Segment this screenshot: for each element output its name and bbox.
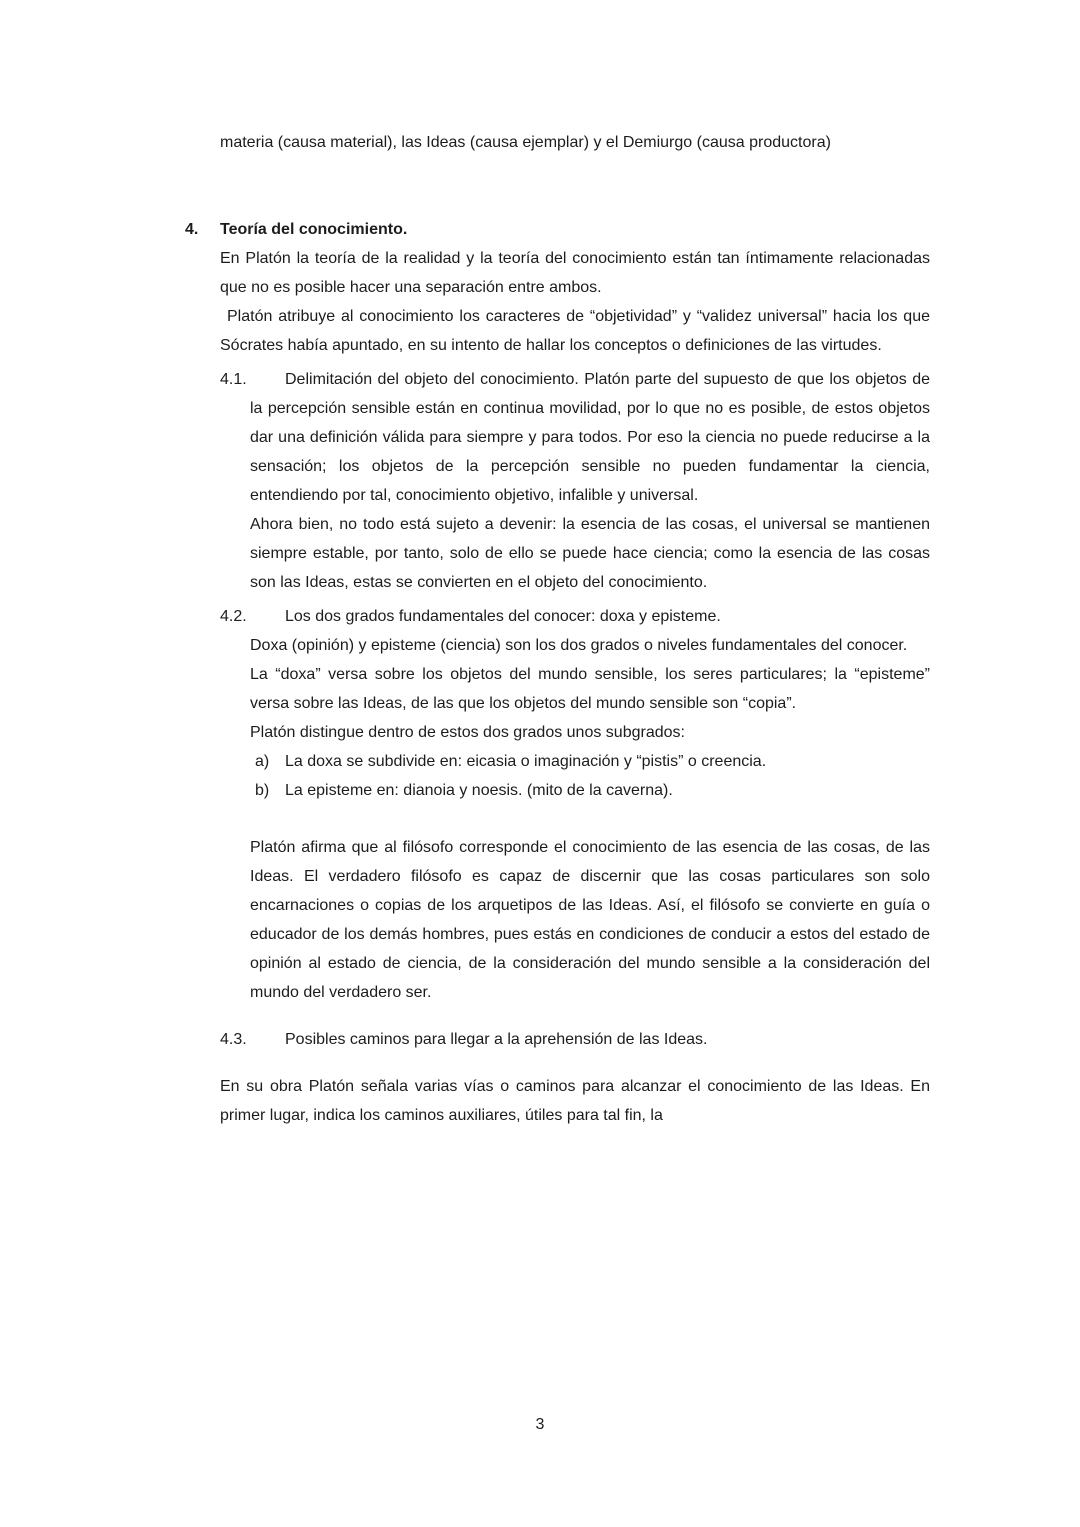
section-title: Teoría del conocimiento. <box>220 221 408 238</box>
subsection-text: Los dos grados fundamentales del conocer: doxa y episteme. <box>285 608 721 625</box>
closing-paragraph: En su obra Platón señala varias vías o caminos para alcanzar el conocimiento de las Ideas. En primer lugar, indica los caminos auxiliares, útiles para tal fin, la <box>220 1078 930 1124</box>
paragraph: En Platón la teoría de la realidad y la teoría del conocimiento están tan íntimamente relacionadas que no es posible hacer una separación entre ambos. <box>220 250 930 296</box>
subsection-number: 4.1. <box>220 371 247 388</box>
paragraph: Platón atribuye al conocimiento los caracteres de “objetividad” y “validez universal” hacia los que Sócrates había apuntado, en su intento de hallar los conceptos o definiciones de las virtudes. <box>220 308 930 354</box>
paragraph: Platón afirma que al filósofo corresponde el conocimiento de las esencia de las cosas, de las Ideas. El verdadero filósofo es capaz de discernir que las cosas particulares son solo encarnaciones o copias de los arquetipos de las Ideas. Así, el filósofo se convierte en guía o educador de los demás hombres, pues estás en condiciones de conducir a estos del estado de opinión al estado de ciencia, de la consideración del mundo sensible a la consideración del mundo del verdadero ser. <box>250 839 930 1001</box>
subsection-4-3 <box>185 1025 930 1054</box>
subsection-text: Posibles caminos para llegar a la aprehensión de las Ideas. <box>285 1031 708 1048</box>
section-heading <box>185 215 930 244</box>
subsection-4-1 <box>185 365 930 597</box>
list-item <box>255 776 930 805</box>
list-item-marker: a) <box>255 753 270 770</box>
subsection-lead <box>220 1025 930 1054</box>
list-item-text: La episteme en: dianoia y noesis. (mito de la caverna). <box>285 782 673 799</box>
paragraph: La “doxa” versa sobre los objetos del mundo sensible, los seres particulares; la “episteme” versa sobre las Ideas, de las que los objetos del mundo sensible son “copia”. <box>250 666 930 712</box>
section-number: 4. <box>185 221 199 238</box>
intro-paragraph: materia (causa material), las Ideas (causa ejemplar) y el Demiurgo (causa productora) <box>220 134 831 151</box>
list-item-text: La doxa se subdivide en: eicasia o imaginación y “pistis” o creencia. <box>285 753 767 770</box>
list-item <box>255 747 930 776</box>
paragraph: Ahora bien, no todo está sujeto a devenir: la esencia de las cosas, el universal se mantienen siempre estable, por tanto, solo de ello se puede hace ciencia; como la esencia de las cosas son las Ideas, estas se convierten en el objeto del conocimiento. <box>250 516 930 591</box>
paragraph: Platón distingue dentro de estos dos grados unos subgrados: <box>250 724 685 741</box>
subsection-lead <box>220 602 930 631</box>
subsection-number: 4.3. <box>220 1031 247 1048</box>
subsection-lead <box>220 365 930 510</box>
subsection-text: Delimitación del objeto del conocimiento. Platón parte del supuesto de que los objetos de la percepción sensible están en continua movilidad, por lo que no es posible, de estos objetos dar una definición válida para siempre y para todos. Por eso la ciencia no puede reducirse a la sensación; los objetos de la percepción sensible no pueden fundamentar la ciencia, entendiendo por tal, conocimiento objetivo, infalible y universal. <box>250 371 930 504</box>
page-number: 3 <box>535 1416 545 1433</box>
subsection-number: 4.2. <box>220 608 247 625</box>
list-item-marker: b) <box>255 782 270 799</box>
paragraph: Doxa (opinión) y episteme (ciencia) son los dos grados o niveles fundamentales del conocer. <box>250 637 908 654</box>
subsection-4-2 <box>185 602 930 1007</box>
